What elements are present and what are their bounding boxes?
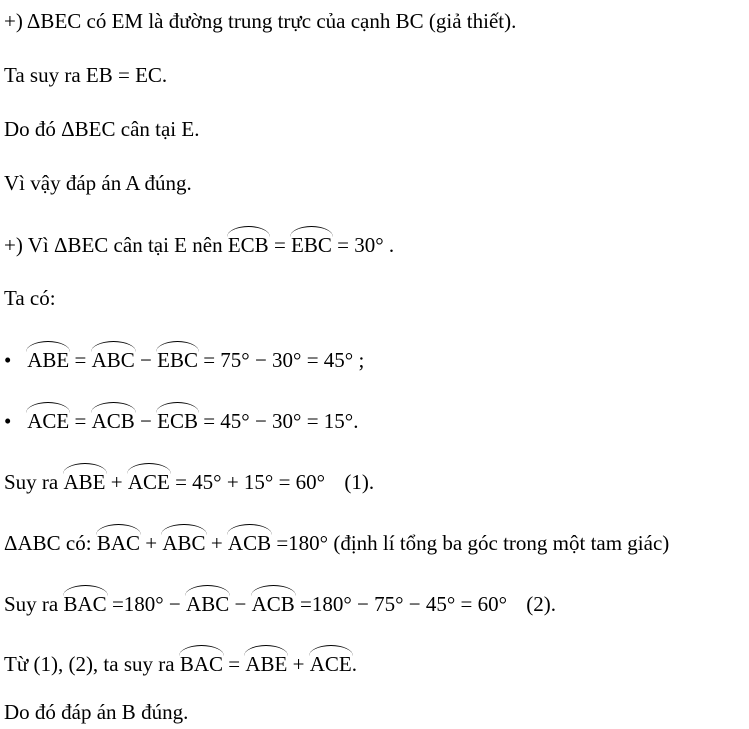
equals-sign: =	[74, 409, 87, 433]
angle-abe: ABE	[245, 644, 287, 677]
angle-ecb: ECB	[157, 401, 198, 434]
text-line-3: Do đó ΔBEC cân tại E.	[4, 117, 200, 141]
text-line-5	[4, 225, 394, 258]
angle-abe: ABE	[27, 340, 69, 373]
theorem-note: (định lí tổng ba góc trong một tam giác)	[333, 531, 670, 555]
text-line-12	[4, 644, 357, 677]
plus-sign: +	[210, 531, 223, 555]
period: .	[351, 652, 357, 676]
text-line-4: Vì vậy đáp án A đúng.	[4, 171, 192, 195]
equation-tag-2: (2).	[526, 592, 556, 616]
text-line-7-post: = 75° − 30° = 45° ;	[203, 348, 365, 372]
text-line-9-post: = 45° + 15° = 60°	[175, 470, 326, 494]
plus-sign: +	[145, 531, 158, 555]
angle-ace: ACE	[27, 401, 69, 434]
text-line-1: +) ΔBEC có EM là đường trung trực của cạnh BC (giả thiết).	[4, 9, 517, 33]
angle-ecb: ECB	[228, 225, 269, 258]
text-line-11-pre: Suy ra	[4, 592, 59, 616]
plus-sign: +	[110, 470, 123, 494]
angle-bac: BAC	[97, 523, 140, 556]
equation-tag-1: (1).	[344, 470, 375, 494]
text-line-5-post: = 30° .	[337, 233, 395, 257]
minus-sign: −	[234, 592, 247, 616]
angle-abc: ABC	[92, 340, 135, 373]
angle-bac: BAC	[64, 584, 107, 617]
text-line-9-pre: Suy ra	[4, 470, 59, 494]
text-line-8-post: = 45° − 30° = 15°.	[203, 409, 359, 433]
text-line-11-post: =180° − 75° − 45° = 60°	[300, 592, 507, 616]
text-line-11-mid: =180° −	[111, 592, 181, 616]
text-line-10	[4, 523, 669, 556]
angle-acb: ACB	[92, 401, 135, 434]
equals-sign: =	[228, 652, 241, 676]
text-line-11	[4, 584, 556, 617]
minus-sign: −	[140, 348, 152, 372]
plus-sign: +	[292, 652, 305, 676]
angle-ebc: EBC	[291, 225, 332, 258]
text-line-7	[4, 340, 364, 373]
equals-sign: =	[74, 348, 87, 372]
angle-abc: ABC	[162, 523, 205, 556]
angle-abe: ABE	[64, 462, 106, 495]
angle-ace: ACE	[310, 644, 352, 677]
text-line-12-pre: Từ (1), (2), ta suy ra	[4, 652, 175, 676]
equals-sign: =	[273, 233, 286, 257]
angle-bac: BAC	[180, 644, 223, 677]
angle-ebc: EBC	[157, 340, 198, 373]
text-line-6: Ta có:	[4, 286, 56, 310]
text-line-10-pre: ΔABC có:	[4, 531, 92, 555]
text-line-10-post: =180°	[276, 531, 329, 555]
angle-ace: ACE	[128, 462, 170, 495]
angle-acb: ACB	[228, 523, 271, 556]
bullet-icon: •	[4, 348, 12, 372]
angle-acb: ACB	[252, 584, 295, 617]
minus-sign: −	[140, 409, 152, 433]
text-line-8	[4, 401, 358, 434]
text-line-5-pre: +) Vì ΔBEC cân tại E nên	[4, 233, 223, 257]
text-line-2: Ta suy ra EB = EC.	[4, 63, 168, 87]
text-line-9	[4, 462, 374, 495]
angle-abc: ABC	[186, 584, 229, 617]
bullet-icon: •	[4, 409, 12, 433]
text-line-13: Do đó đáp án B đúng.	[4, 700, 189, 724]
